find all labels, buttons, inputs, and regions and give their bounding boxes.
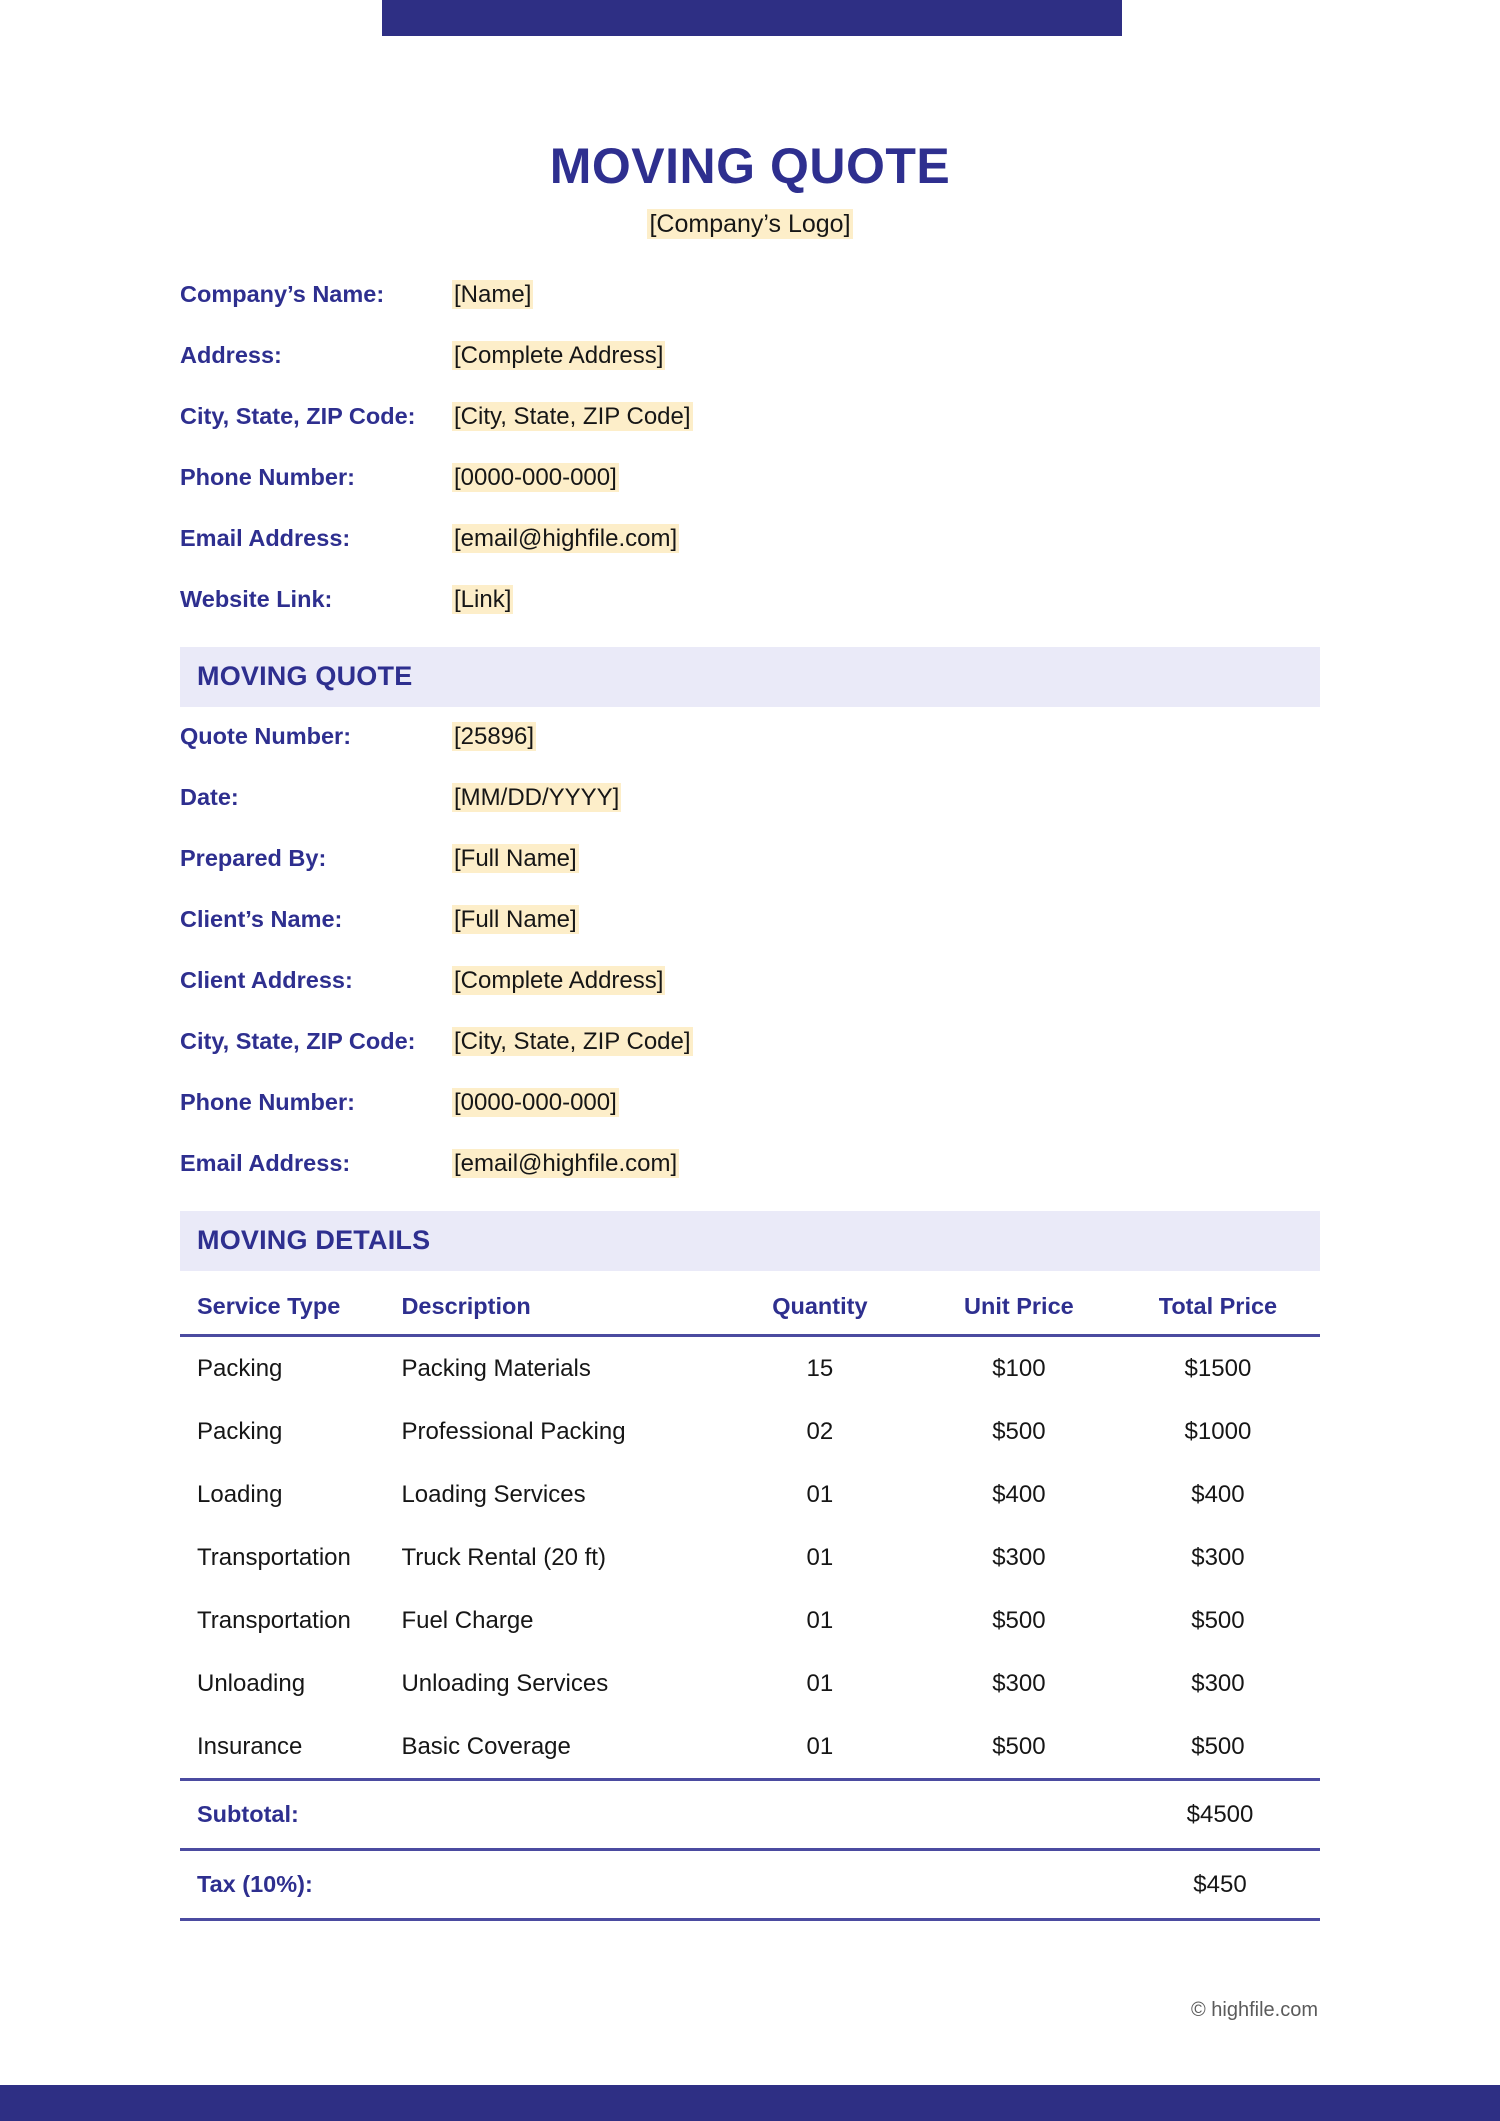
company-logo-placeholder-line [180,209,1320,239]
value-company-address-wrap [452,342,665,370]
cell-unit-price: $500 [992,1606,1046,1634]
cell-unit-price: $500 [992,1417,1046,1445]
company-info-block [180,281,1320,647]
label-prepared-by: Prepared By: [180,844,327,871]
cell-description: Unloading Services [401,1669,609,1697]
info-row-company-name [180,281,1320,342]
cell-service-type: Packing [197,1417,283,1445]
value-company-phone[interactable]: [0000-000-000] [454,463,617,491]
label-client-email: Email Address: [180,1149,351,1176]
section-header-moving-details [180,1211,1320,1271]
value-company-phone-wrap [452,464,619,492]
info-row-quote-number [180,723,1320,784]
cell-service-type: Loading [197,1480,283,1508]
value-company-website-wrap [452,586,513,614]
label-client-address: Client Address: [180,966,353,993]
value-company-email-wrap [452,525,679,553]
label-company-address: Address: [180,341,282,368]
label-company-website: Website Link: [180,585,333,612]
info-row-company-phone [180,464,1320,525]
cell-description: Truck Rental (20 ft) [401,1543,606,1571]
cell-unit-price: $100 [992,1354,1046,1382]
column-header-description: Description [401,1271,717,1336]
value-client-address-wrap [452,967,665,995]
info-row-client-email [180,1150,1320,1211]
info-row-client-city-state-zip [180,1028,1320,1089]
cell-unit-price: $400 [992,1480,1046,1508]
table-row [180,1589,1320,1652]
label-quote-date: Date: [180,783,239,810]
info-row-client-name [180,906,1320,967]
cell-total-price: $400 [1191,1480,1245,1508]
label-client-city-state-zip: City, State, ZIP Code: [180,1027,416,1054]
cell-total-price: $300 [1191,1543,1245,1571]
info-row-company-city-state-zip [180,403,1320,464]
cell-description: Fuel Charge [401,1606,534,1634]
value-subtotal: $4500 [1120,1781,1320,1850]
table-row [180,1463,1320,1526]
value-company-city-state-zip[interactable]: [City, State, ZIP Code] [454,402,691,430]
label-quote-number: Quote Number: [180,722,352,749]
table-header-row [180,1271,1320,1336]
value-client-phone-wrap [452,1089,619,1117]
cell-service-type: Packing [197,1354,283,1382]
section-header-moving-details-label: MOVING DETAILS [197,1225,431,1255]
section-header-moving-quote-label: MOVING QUOTE [197,661,413,691]
column-header-service-type: Service Type [180,1271,401,1336]
table-row [180,1715,1320,1780]
totals-row-tax [180,1849,1320,1919]
cell-total-price: $500 [1116,1715,1320,1780]
info-row-client-phone [180,1089,1320,1150]
label-company-name: Company’s Name: [180,280,385,307]
totals-table [180,1781,1320,1921]
value-company-address[interactable]: [Complete Address] [454,341,664,369]
totals-row-subtotal [180,1781,1320,1850]
info-row-company-email [180,525,1320,586]
table-row [180,1526,1320,1589]
info-row-client-address [180,967,1320,1028]
value-prepared-by[interactable]: [Full Name] [454,844,577,872]
value-client-phone[interactable]: [0000-000-000] [454,1088,617,1116]
cell-description: Packing Materials [401,1354,591,1382]
label-client-name: Client’s Name: [180,905,343,932]
totals-spacer [380,1849,1120,1919]
value-client-city-state-zip[interactable]: [City, State, ZIP Code] [454,1027,691,1055]
cell-description: Basic Coverage [401,1715,717,1780]
cell-description: Loading Services [401,1480,586,1508]
moving-details-table-body [180,1335,1320,1779]
table-row [180,1652,1320,1715]
info-row-quote-date [180,784,1320,845]
cell-quantity: 01 [718,1715,922,1780]
value-client-address[interactable]: [Complete Address] [454,966,664,994]
cell-quantity: 01 [806,1543,834,1571]
company-logo-placeholder[interactable]: [Company’s Logo] [649,209,851,238]
totals-spacer [380,1781,1120,1850]
cell-service-type: Insurance [180,1715,401,1780]
page-title: MOVING QUOTE [549,138,951,194]
value-quote-number[interactable]: [25896] [454,722,535,750]
value-client-name[interactable]: [Full Name] [454,905,577,933]
cell-unit-price: $300 [992,1543,1046,1571]
value-client-name-wrap [452,906,579,934]
value-quote-number-wrap [452,723,536,751]
quote-info-block [180,723,1320,1211]
value-company-website[interactable]: [Link] [454,585,512,613]
info-row-company-website [180,586,1320,647]
label-company-phone: Phone Number: [180,463,355,490]
value-client-city-state-zip-wrap [452,1028,693,1056]
column-header-quantity: Quantity [718,1271,922,1336]
moving-details-table [180,1271,1320,1781]
section-header-moving-quote [180,647,1320,707]
cell-unit-price: $500 [922,1715,1116,1780]
bottom-decorative-banner [0,2085,1500,2121]
label-subtotal: Subtotal: [180,1781,380,1850]
totals-table-body [180,1781,1320,1920]
cell-unit-price: $300 [992,1669,1046,1697]
cell-description: Professional Packing [401,1417,626,1445]
label-company-city-state-zip: City, State, ZIP Code: [180,402,416,429]
value-quote-date-wrap [452,784,621,812]
cell-total-price: $1500 [1184,1354,1252,1382]
cell-quantity: 02 [806,1417,834,1445]
table-row [180,1335,1320,1400]
value-company-name-wrap [452,281,533,309]
document-content [180,0,1320,2022]
cell-total-price: $1000 [1184,1417,1252,1445]
value-quote-date[interactable]: [MM/DD/YYYY] [454,783,620,811]
value-tax: $450 [1120,1849,1320,1919]
value-company-email[interactable]: [email@highfile.com] [454,524,678,552]
value-company-city-state-zip-wrap [452,403,693,431]
cell-service-type: Transportation [197,1543,351,1571]
cell-total-price: $300 [1191,1669,1245,1697]
cell-quantity: 01 [806,1480,834,1508]
value-prepared-by-wrap [452,845,579,873]
info-row-company-address [180,342,1320,403]
cell-quantity: 01 [806,1669,834,1697]
value-company-name[interactable]: [Name] [454,280,532,308]
label-tax: Tax (10%): [180,1849,380,1919]
footer-credit: © highfile.com [1190,1998,1318,2021]
cell-service-type: Unloading [197,1669,306,1697]
value-client-email[interactable]: [email@highfile.com] [454,1149,678,1177]
column-header-unit-price: Unit Price [922,1271,1116,1336]
column-header-total-price: Total Price [1116,1271,1320,1336]
label-company-email: Email Address: [180,524,351,551]
value-client-email-wrap [452,1150,679,1178]
info-row-prepared-by [180,845,1320,906]
label-client-phone: Phone Number: [180,1088,355,1115]
cell-quantity: 01 [806,1606,834,1634]
cell-total-price: $500 [1191,1606,1245,1634]
cell-quantity: 15 [806,1354,834,1382]
cell-service-type: Transportation [197,1606,351,1634]
table-row [180,1400,1320,1463]
moving-details-table-head [180,1271,1320,1336]
